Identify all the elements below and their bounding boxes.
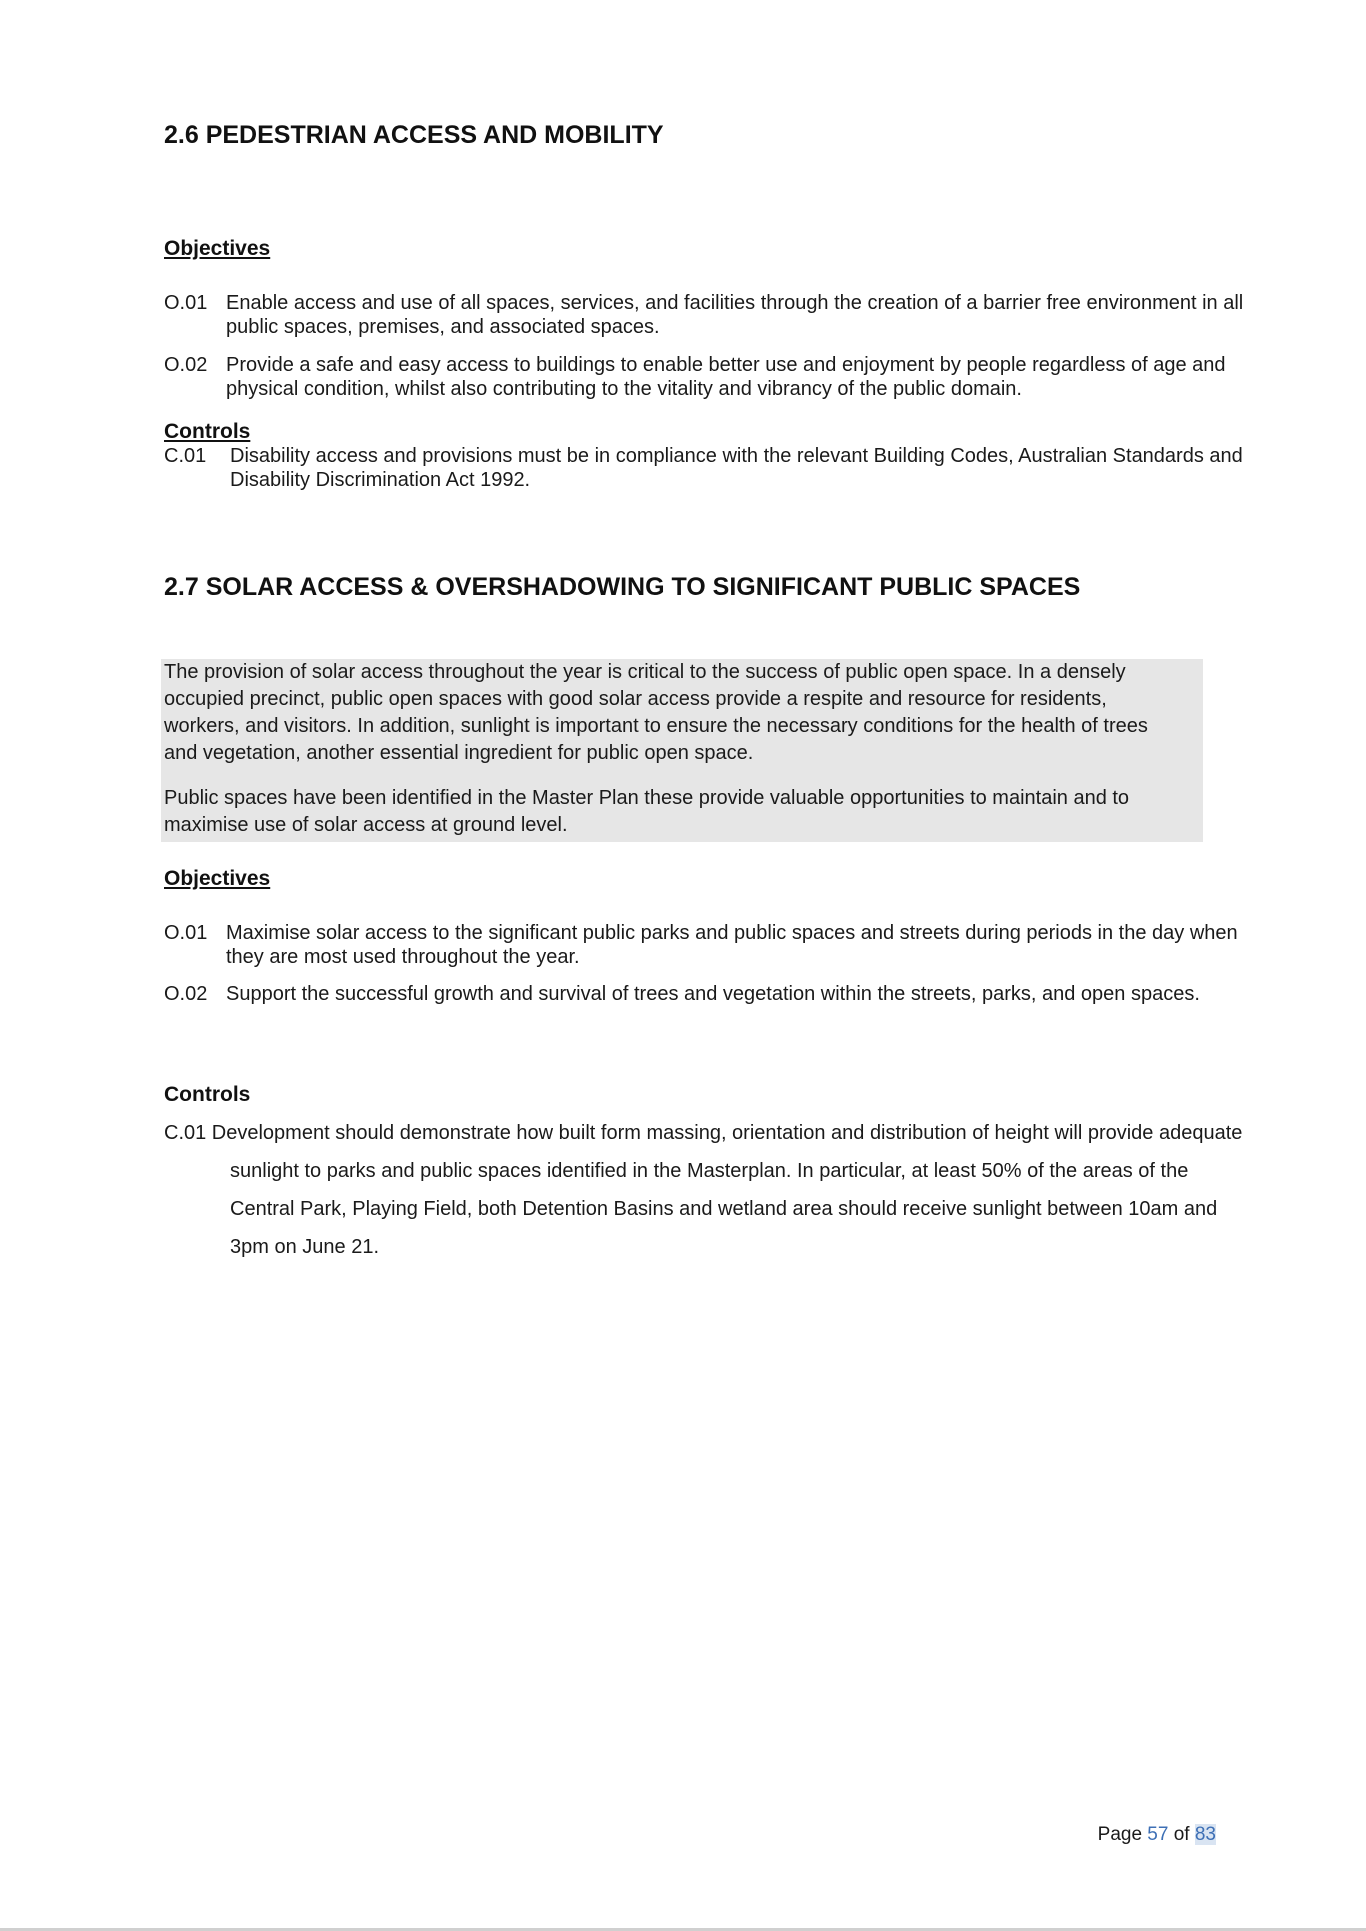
objective-text: Support the successful growth and survival of trees and vegetation within the streets, parks, and open spaces.	[226, 983, 1200, 1005]
section-2-7-intro-box	[161, 659, 1203, 842]
control-text: Disability access and provisions must be in compliance with the relevant Building Codes, Australian Standards and Disability Discrimination Act 1992.	[230, 445, 1243, 491]
page-number: 57	[1147, 1824, 1169, 1845]
section-2-6-objective-o02	[164, 353, 1244, 401]
section-2-6-controls-label: Controls	[164, 420, 251, 443]
section-2-7-objectives-label: Objectives	[164, 867, 271, 890]
intro-paragraph-1: The provision of solar access throughout the year is critical to the success of public open space. In a densely occupied precinct, public open spaces with good solar access provide a respite and resource for residents, workers, and visitors. In addition, sunlight is important to ensure the necessary conditions for the health of trees and vegetation, another essential ingredient for public open space.	[164, 661, 1148, 764]
objective-number: O.02	[164, 354, 208, 376]
objective-text: Provide a safe and easy access to buildings to enable better use and enjoyment by people regardless of age and physical condition, whilst also contributing to the vitality and vibrancy of the public domain.	[226, 354, 1226, 400]
section-2-7-control-c01	[164, 1114, 1244, 1266]
page-total: 83	[1194, 1824, 1216, 1845]
section-2-7-title: 2.7 SOLAR ACCESS & OVERSHADOWING TO SIGNIFICANT PUBLIC SPACES	[164, 573, 1081, 601]
section-2-6-title: 2.6 PEDESTRIAN ACCESS AND MOBILITY	[164, 121, 664, 149]
objective-number: O.01	[164, 922, 208, 944]
section-2-7-controls-label: Controls	[164, 1083, 251, 1106]
control-text: C.01 Development should demonstrate how built form massing, orientation and distribution of height will provide adequate sunlight to parks and public spaces identified in the Masterplan. In particular, at least 50% of the areas of the Central Park, Playing Field, both Detention Basins and wetland area should receive sunlight between 10am and 3pm on June 21.	[164, 1122, 1243, 1258]
page-word: Page	[1097, 1824, 1143, 1845]
control-number: C.01	[164, 445, 207, 467]
objective-text: Enable access and use of all spaces, services, and facilities through the creation of a barrier free environment in all public spaces, premises, and associated spaces.	[226, 292, 1244, 338]
intro-paragraph-2: Public spaces have been identified in the Master Plan these provide valuable opportunities to maintain and to maximise use of solar access at ground level.	[164, 787, 1130, 836]
objective-number: O.02	[164, 983, 208, 1005]
section-2-6-control-c01	[164, 444, 1244, 492]
objective-text: Maximise solar access to the significant public parks and public spaces and streets during periods in the day when they are most used throughout the year.	[226, 922, 1238, 968]
page-footer	[1098, 1824, 1216, 1846]
objective-number: O.01	[164, 292, 208, 314]
section-2-7-objective-o01	[164, 921, 1244, 969]
section-2-6-objectives-label: Objectives	[164, 237, 271, 260]
section-2-6-objective-o01	[164, 291, 1244, 339]
section-2-7-objective-o02	[164, 982, 1244, 1006]
of-word: of	[1173, 1824, 1190, 1845]
